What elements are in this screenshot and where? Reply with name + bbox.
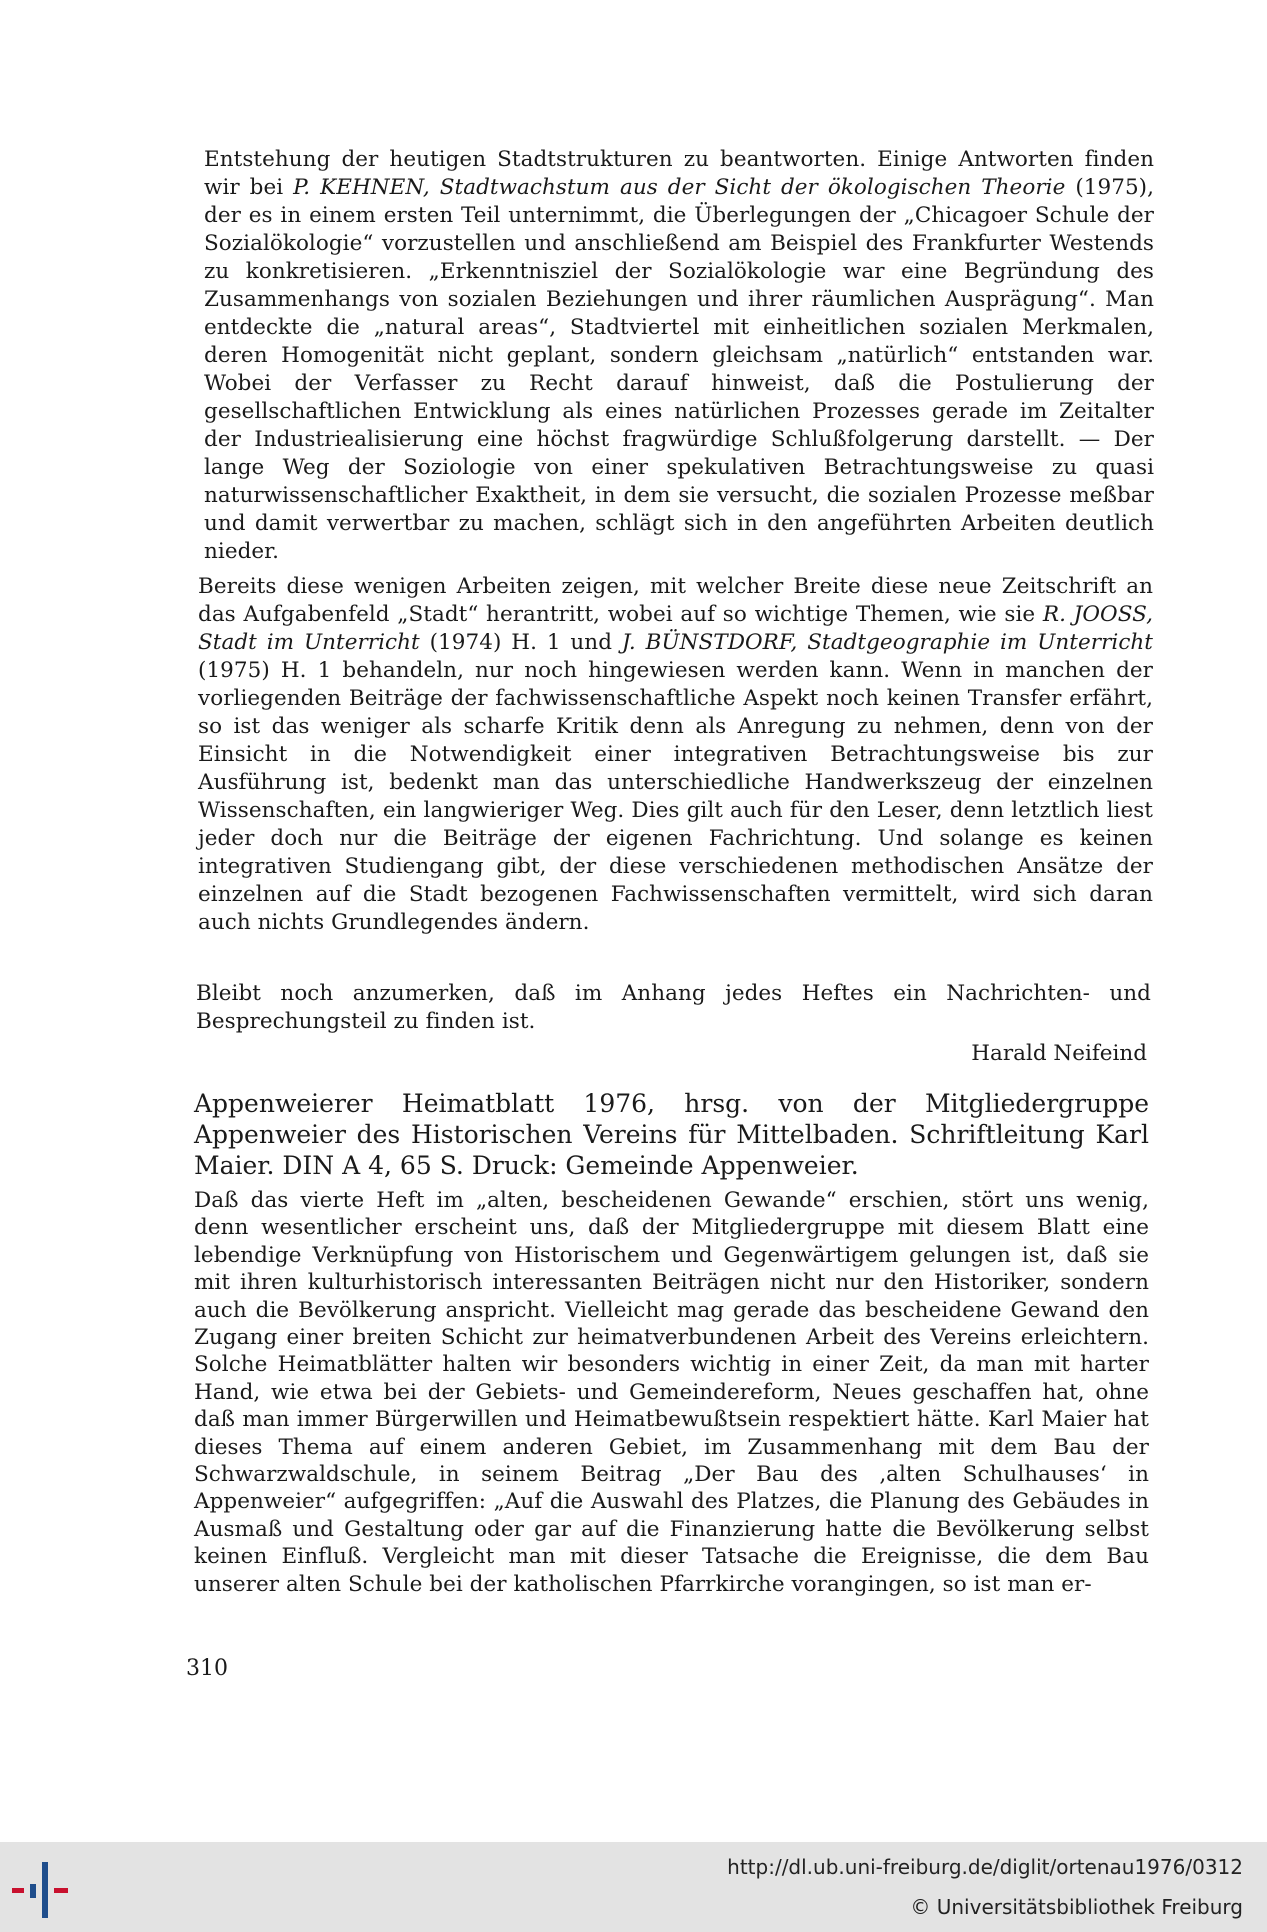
book-entry-heading: Appenweierer Heimatblatt 1976, hrsg. von der Mitgliedergruppe Appenweier des Historischen Vereins für Mittelbaden. Schriftleitung Karl Maier. DIN A 4, 65 S. Druck: Gemeinde Appenweier. [194, 1089, 1149, 1180]
review-paragraph-1: Entstehung der heutigen Stadtstrukturen zu beantworten. Einige Antworten finden wir bei P. KEHNEN, Stadtwachstum aus der Sicht der ökologischen Theorie (1975), der es in einem ersten Teil unternimmt, die Überlegungen der „Chicagoer Schule der Sozialökologie“ vorzustellen und anschließend am Beispiel des Frankfurter Westends zu konkretisieren. „Erkenntnisziel der Sozialökologie war eine Begründung des Zusammenhangs von sozialen Beziehungen und ihrer räumlichen Ausprägung“. Man entdeckte die „natural areas“, Stadtviertel mit einheitlichen sozialen Merkmalen, deren Homogenität nicht geplant, sondern gleichsam „natürlich“ entstanden war. Wobei der Verfasser zu Recht darauf hinweist, daß die Postulierung der gesellschaftlichen Entwicklung als eines natürlichen Prozesses gerade im Zeitalter der Industriealisierung eine höchst fragwürdige Schlußfolgerung darstellt. — Der lange Weg der Soziologie von einer spekulativen Betrachtungsweise zu quasi naturwissenschaftlicher Exaktheit, in dem sie versucht, die sozialen Prozesse meßbar und damit verwertbar zu machen, schlägt sich in den angeführten Arbeiten deutlich nieder. [204, 147, 1154, 564]
italic-citation: R. JOOSS, Stadt im Unterricht [198, 602, 1153, 655]
review-paragraph-3: Bleibt noch anzumerken, daß im Anhang jedes Heftes ein Nachrichten- und Besprechungsteil zu finden ist. [196, 981, 1151, 1034]
review-paragraph-4: Daß das vierte Heft im „alten, bescheidenen Gewande“ erschien, stört uns wenig, denn wesentlicher erscheint uns, daß der Mitgliedergruppe mit diesem Blatt eine lebendige Verknüpfung von Historischem und Gegenwärtigem gelungen ist, daß sie mit ihren kulturhistorisch interessanten Beiträgen nicht nur den Historiker, sondern auch die Bevölkerung anspricht. Vielleicht mag gerade das bescheidene Gewand den Zugang einer breiten Schicht zur heimatverbundenen Arbeit des Vereins erleichtern. Solche Heimatblätter halten wir besonders wichtig in einer Zeit, da man mit harter Hand, wie etwa bei der Gebiets- und Gemeindereform, Neues geschaffen hat, ohne daß man immer Bürgerwillen und Heimatbewußtsein respektiert hätte. Karl Maier hat dieses Thema auf einem anderen Gebiet, im Zusammenhang mit dem Bau der Schwarzwaldschule, in seinem Beitrag „Der Bau des ‚alten Schulhauses‘ in Appenweier“ aufgegriffen: „Auf die Auswahl des Platzes, die Planung des Gebäudes in Ausmaß und Gestaltung oder gar auf die Finanzierung hatte die Bevölkerung selbst keinen Einfluß. Vergleicht man mit dieser Tatsache die Ereignisse, die dem Bau unserer alten Schule bei der katholischen Pfarrkirche vorangingen, so ist man er- [194, 1188, 1149, 1597]
logo-blue-bar-tall [42, 1862, 48, 1918]
reviewer-signature: Harald Neifeind [971, 1041, 1147, 1066]
logo-blue-bar-short [30, 1884, 36, 1898]
italic-citation: P. KEHNEN, Stadtwachstum aus der Sicht der ökologischen Theorie [293, 175, 1066, 200]
italic-citation: J. BÜNSTDORF, Stadtgeographie im Unterricht [621, 630, 1153, 655]
library-logo-icon [8, 1858, 80, 1922]
review-paragraph-2: Bereits diese wenigen Arbeiten zeigen, mit welcher Breite diese neue Zeitschrift an das Aufgabenfeld „Stadt“ herantritt, wobei auf so wichtige Themen, wie sie R. JOOSS, Stadt im Unterricht (1974) H. 1 und J. BÜNSTDORF, Stadtgeographie im Unterricht (1975) H. 1 behandeln, nur noch hingewiesen werden kann. Wenn in manchen der vorliegenden Beiträge der fachwissenschaftliche Aspekt noch keinen Transfer erfährt, so ist das weniger als scharfe Kritik denn als Anregung zu nehmen, denn von der Einsicht in die Notwendigkeit einer integrativen Betrachtungsweise bis zur Ausführung ist, bedenkt man das unterschiedliche Handwerkszeug der einzelnen Wissenschaften, ein langwieriger Weg. Dies gilt auch für den Leser, denn letztlich liest jeder doch nur die Beiträge der eigenen Fachrichtung. Und solange es keinen integrativen Studiengang gibt, der diese verschiedenen methodischen Ansätze der einzelnen auf die Stadt bezogenen Fachwissenschaften vermittelt, wird sich daran auch nichts Grundlegendes ändern. [198, 574, 1153, 935]
logo-right-red-bar [54, 1888, 68, 1893]
page-number: 310 [186, 1656, 228, 1681]
footer-url-link[interactable]: http://dl.ub.uni-freiburg.de/diglit/ortenau1976/0312 [727, 1855, 1243, 1879]
footer-copyright: © Universitätsbibliothek Freiburg [910, 1895, 1243, 1919]
logo-left-red-bar [12, 1888, 24, 1893]
